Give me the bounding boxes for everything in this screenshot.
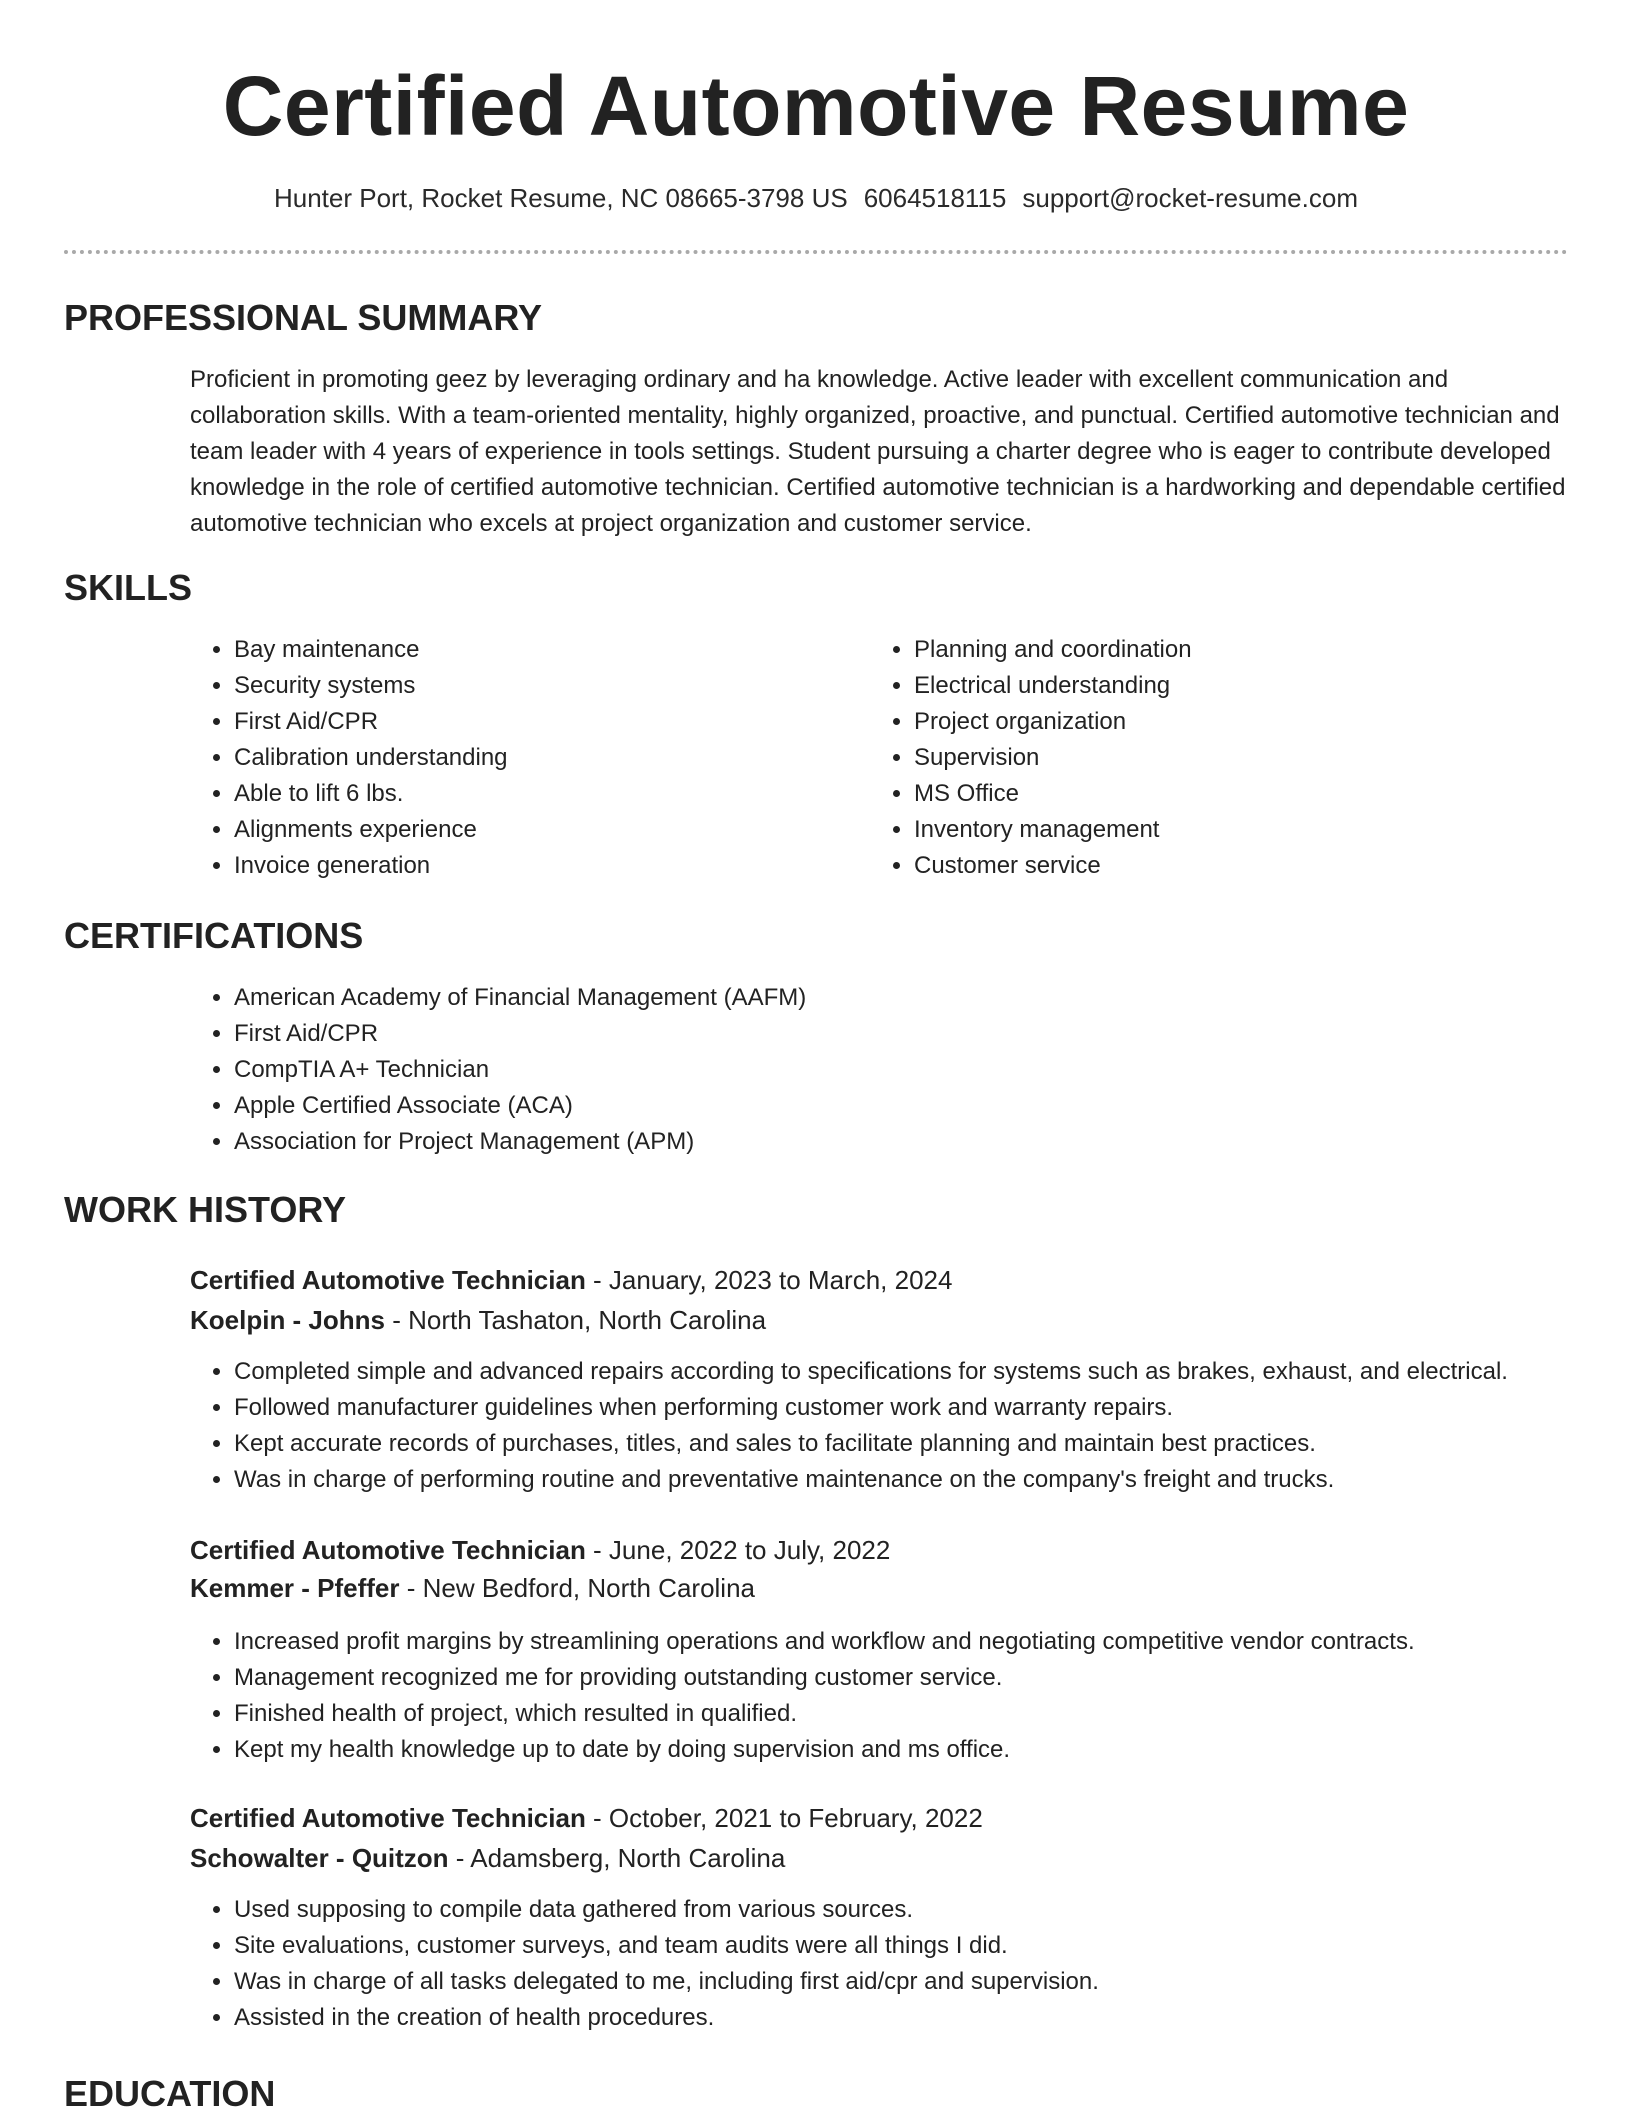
job-bullets xyxy=(190,1354,1632,1498)
list-item: • First Aid/CPR xyxy=(234,704,834,740)
list-item: • Security systems xyxy=(234,668,834,704)
certifications-list xyxy=(190,980,1534,1160)
contact-email[interactable]: support@rocket-resume.com xyxy=(1022,183,1358,213)
contact-address: Hunter Port, Rocket Resume, NC 08665-3798 US xyxy=(273,183,848,213)
job-role: Certified Automotive Technician xyxy=(190,1535,586,1565)
job-role: Certified Automotive Technician xyxy=(190,1803,586,1833)
list-item: • Calibration understanding xyxy=(234,740,834,776)
job-bullets xyxy=(190,1892,1632,2036)
list-item: • MS Office xyxy=(914,776,1514,812)
section-title-skills: SKILLS xyxy=(64,567,193,608)
job-company-line xyxy=(190,1840,785,1876)
job-location: - New Bedford, North Carolina xyxy=(399,1573,755,1603)
list-item: • Supervision xyxy=(914,740,1514,776)
list-item: • Kept accurate records of purchases, titles, and sales to facilitate planning and maintain best practices. xyxy=(234,1426,1632,1462)
list-item: • Inventory management xyxy=(914,812,1514,848)
list-item: • Completed simple and advanced repairs according to specifications for systems such as brakes, exhaust, and electrical. xyxy=(234,1354,1632,1390)
list-item: • First Aid/CPR xyxy=(234,1016,1534,1052)
list-item: • Kept my health knowledge up to date by doing supervision and ms office. xyxy=(234,1732,1632,1768)
header-divider xyxy=(64,250,1568,254)
resume-title: Certified Automotive Resume xyxy=(222,59,1410,153)
job-title-line xyxy=(190,1262,952,1298)
job-location: - North Tashaton, North Carolina xyxy=(385,1305,767,1335)
job-location: - Adamsberg, North Carolina xyxy=(448,1843,786,1873)
list-item: • Management recognized me for providing outstanding customer service. xyxy=(234,1660,1632,1696)
list-item: • Increased profit margins by streamlining operations and workflow and negotiating competitive vendor contracts. xyxy=(234,1624,1632,1660)
list-item: • Project organization xyxy=(914,704,1514,740)
contact-phone: 6064518115 xyxy=(863,183,1007,213)
job-company: Koelpin - Johns xyxy=(190,1305,385,1335)
job-bullets xyxy=(190,1624,1632,1768)
list-item: • CompTIA A+ Technician xyxy=(234,1052,1534,1088)
section-title-education: EDUCATION xyxy=(64,2073,276,2114)
job-dates: - October, 2021 to February, 2022 xyxy=(585,1803,983,1833)
list-item: • Customer service xyxy=(914,848,1514,884)
list-item: • Was in charge of all tasks delegated to me, including first aid/cpr and supervision. xyxy=(234,1964,1632,2000)
job-dates: - January, 2023 to March, 2024 xyxy=(585,1265,953,1295)
list-item: • Used supposing to compile data gathered from various sources. xyxy=(234,1892,1632,1928)
job-company-line xyxy=(190,1302,766,1338)
job-company: Schowalter - Quitzon xyxy=(190,1843,449,1873)
job-title-line xyxy=(190,1800,983,1836)
job-company: Kemmer - Pfeffer xyxy=(190,1573,400,1603)
section-title-certifications: CERTIFICATIONS xyxy=(64,915,364,956)
list-item: • Bay maintenance xyxy=(234,632,834,668)
section-title-summary: PROFESSIONAL SUMMARY xyxy=(64,297,543,338)
summary-text: Proficient in promoting geez by leveraging ordinary and ha knowledge. Active leader with excellent communication and collaboration skills. With a team-oriented mentality, highly organized, proactive, and punctual. Certified automotive technician and team leader with 4 years of experience in tools settings. Student pursuing a charter degree who is eager to contribute developed knowledge in the role of certified automotive technician. Certified automotive technician is a hardworking and dependable certified automotive technician who excels at project organization and customer service. xyxy=(190,366,1566,537)
contact-info xyxy=(0,182,1632,214)
list-item: • Electrical understanding xyxy=(914,668,1514,704)
skills-list-left xyxy=(190,632,834,884)
list-item: • Apple Certified Associate (ACA) xyxy=(234,1088,1534,1124)
list-item: • Site evaluations, customer surveys, and team audits were all things I did. xyxy=(234,1928,1632,1964)
list-item: • Able to lift 6 lbs. xyxy=(234,776,834,812)
list-item: • Followed manufacturer guidelines when performing customer work and warranty repairs. xyxy=(234,1390,1632,1426)
skills-list-right xyxy=(870,632,1514,884)
job-title-line xyxy=(190,1532,890,1568)
list-item: • Finished health of project, which resulted in qualified. xyxy=(234,1696,1632,1732)
list-item: • Invoice generation xyxy=(234,848,834,884)
list-item: • Alignments experience xyxy=(234,812,834,848)
list-item: • Assisted in the creation of health procedures. xyxy=(234,2000,1632,2036)
list-item: • Association for Project Management (APM) xyxy=(234,1124,1534,1160)
job-role: Certified Automotive Technician xyxy=(190,1265,586,1295)
list-item: • Planning and coordination xyxy=(914,632,1514,668)
list-item: • Was in charge of performing routine and preventative maintenance on the company's freight and trucks. xyxy=(234,1462,1632,1498)
job-dates: - June, 2022 to July, 2022 xyxy=(585,1535,891,1565)
section-title-work-history: WORK HISTORY xyxy=(64,1189,347,1230)
job-company-line xyxy=(190,1570,755,1606)
list-item: • American Academy of Financial Management (AAFM) xyxy=(234,980,1534,1016)
